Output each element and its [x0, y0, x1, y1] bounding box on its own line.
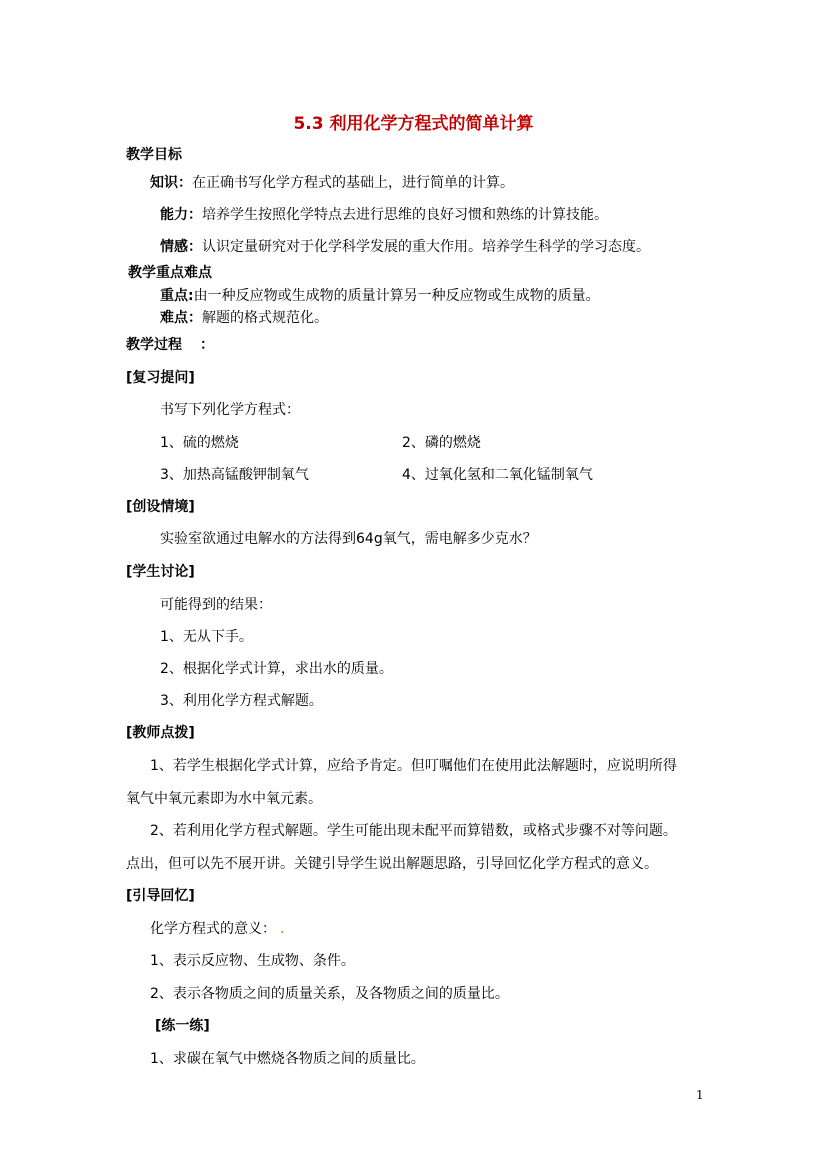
- discussion-item: 3、利用化学方程式解题。: [160, 693, 323, 709]
- review-intro: 书写下列化学方程式：: [160, 402, 300, 418]
- difficult-point: [160, 309, 328, 327]
- recall-item: 2、表示各物质之间的质量关系，及各物质之间的质量比。: [150, 986, 509, 1002]
- practice-heading: [练一练]: [155, 1018, 210, 1034]
- knowledge-label: 知识：: [150, 175, 192, 191]
- teacher-paragraph-line: 氧气中氧元素即为水中氧元素。: [126, 791, 322, 807]
- discussion-item: 1、无从下手。: [160, 629, 253, 645]
- goal-knowledge: [150, 174, 514, 192]
- knowledge-text: 在正确书写化学方程式的基础上，进行简单的计算。: [192, 175, 514, 191]
- key-text: 由一种反应物或生成物的质量计算另一种反应物或生成物的质量。: [193, 288, 600, 304]
- document-title: 5.3 利用化学方程式的简单计算: [293, 114, 534, 134]
- difficult-label: 难点：: [160, 310, 202, 326]
- process-colon: ：: [200, 337, 214, 353]
- ability-label: 能力：: [160, 207, 202, 223]
- goals-heading: 教学目标: [126, 147, 182, 163]
- discussion-heading: [学生讨论]: [126, 564, 195, 580]
- process-heading: [126, 336, 214, 354]
- scenario-heading: [创设情境]: [126, 499, 195, 515]
- recall-item: 1、表示反应物、生成物、条件。: [150, 953, 355, 969]
- teacher-paragraph-line: 2、若利用化学方程式解题。学生可能出现未配平而算错数，或格式步骤不对等问题。: [150, 823, 677, 839]
- key-label: 重点:: [160, 288, 194, 304]
- goal-emotion: [160, 238, 650, 256]
- teacher-paragraph-line: 1、若学生根据化学式计算，应给予肯定。但叮嘱他们在使用此法解题时，应说明所得: [150, 758, 677, 774]
- discussion-item: 2、根据化学式计算，求出水的质量。: [160, 661, 393, 677]
- practice-item: 1、求碳在氧气中燃烧各物质之间的质量比。: [150, 1051, 425, 1067]
- discussion-intro: 可能得到的结果：: [160, 597, 272, 613]
- review-item: 1、硫的燃烧: [160, 435, 239, 451]
- goal-ability: [160, 206, 608, 224]
- review-item: 4、过氧化氢和二氧化锰制氧气: [402, 467, 593, 483]
- page-number: 1: [696, 1088, 704, 1102]
- scenario-text: 实验室欲通过电解水的方法得到64g氧气，需电解多少克水？: [160, 531, 537, 547]
- review-heading: [复习提问]: [126, 370, 195, 386]
- teacher-heading: [教师点拨]: [126, 725, 195, 741]
- recall-intro: [150, 920, 284, 938]
- process-label: 教学过程: [126, 337, 182, 353]
- teacher-paragraph-line: 点出，但可以先不展开讲。关键引导学生说出解题思路，引导回忆化学方程式的意义。: [126, 856, 658, 872]
- recall-intro-text: 化学方程式的意义：: [150, 921, 276, 937]
- recall-intro-mark: .: [280, 921, 285, 937]
- key-point: [160, 287, 600, 305]
- emotion-label: 情感：: [160, 239, 202, 255]
- review-item: 2、磷的燃烧: [402, 435, 481, 451]
- emotion-text: 认识定量研究对于化学科学发展的重大作用。培养学生科学的学习态度。: [202, 239, 650, 255]
- difficult-text: 解题的格式规范化。: [202, 310, 328, 326]
- ability-text: 培养学生按照化学特点去进行思维的良好习惯和熟练的计算技能。: [202, 207, 608, 223]
- key-points-heading: 教学重点难点: [128, 265, 212, 281]
- review-item: 3、加热高锰酸钾制氧气: [160, 467, 309, 483]
- recall-heading: [引导回忆]: [126, 888, 195, 904]
